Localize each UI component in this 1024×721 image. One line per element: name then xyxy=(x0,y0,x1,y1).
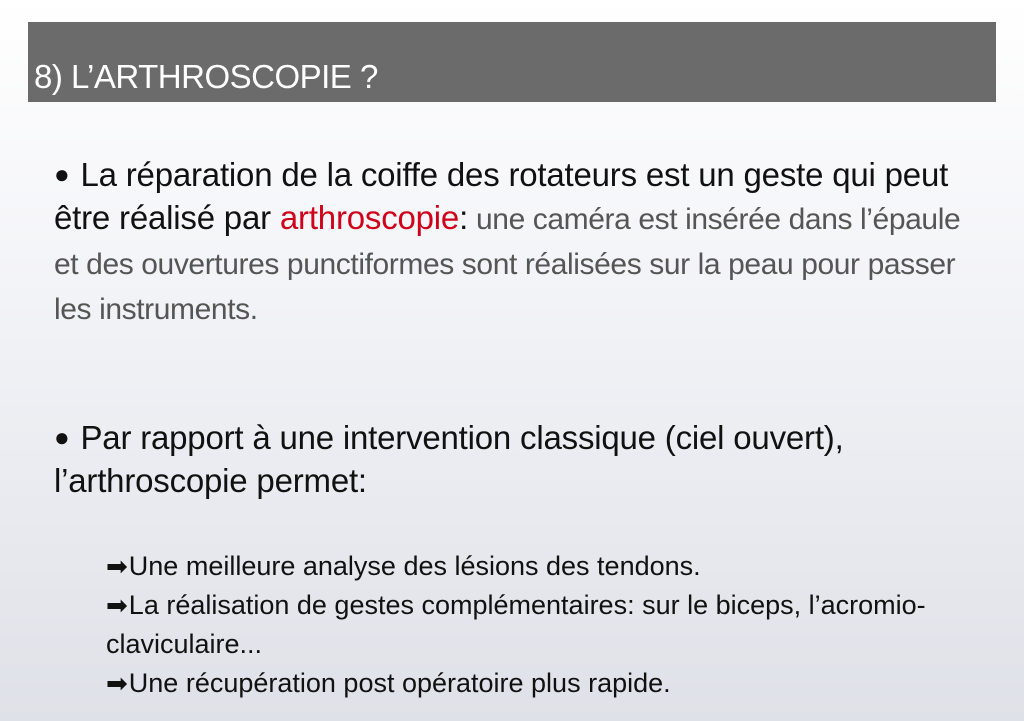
list-item xyxy=(106,664,986,703)
list-item-text: Une meilleure analyse des lésions des tendons. xyxy=(128,551,701,581)
paragraph1-highlight: arthroscopie xyxy=(279,199,460,236)
paragraph1-lead: La réparation de la coiffe des rotateurs est un geste qui peut être réalisé par xyxy=(54,156,949,236)
arrow-right-icon: ➡ xyxy=(106,590,128,620)
paragraph1-detail: une caméra est insérée dans l’épaule et des ouvertures punctiformes sont réalisées sur la peau pour passer les instruments. xyxy=(54,203,961,326)
paragraph-arthroscopy-definition xyxy=(54,153,984,331)
paragraph2-text: Par rapport à une intervention classique (ciel ouvert), l’arthroscopie permet: xyxy=(54,419,844,499)
paragraph1-colon: : xyxy=(459,199,469,236)
list-item-text: La réalisation de gestes complémentaires: sur le biceps, l’acromio-claviculaire... xyxy=(106,590,926,659)
list-item xyxy=(106,586,986,664)
bullet-icon: ● xyxy=(54,159,70,189)
list-item xyxy=(106,547,986,586)
arrow-right-icon: ➡ xyxy=(106,668,128,698)
list-item-text: Une récupération post opératoire plus rapide. xyxy=(128,668,671,698)
bullet-icon: ● xyxy=(54,422,70,452)
paragraph-advantages-intro xyxy=(54,416,984,502)
arrow-right-icon: ➡ xyxy=(106,551,128,581)
slide-title: 8) L’ARTHROSCOPIE ? xyxy=(34,58,378,95)
title-bar xyxy=(28,22,996,102)
